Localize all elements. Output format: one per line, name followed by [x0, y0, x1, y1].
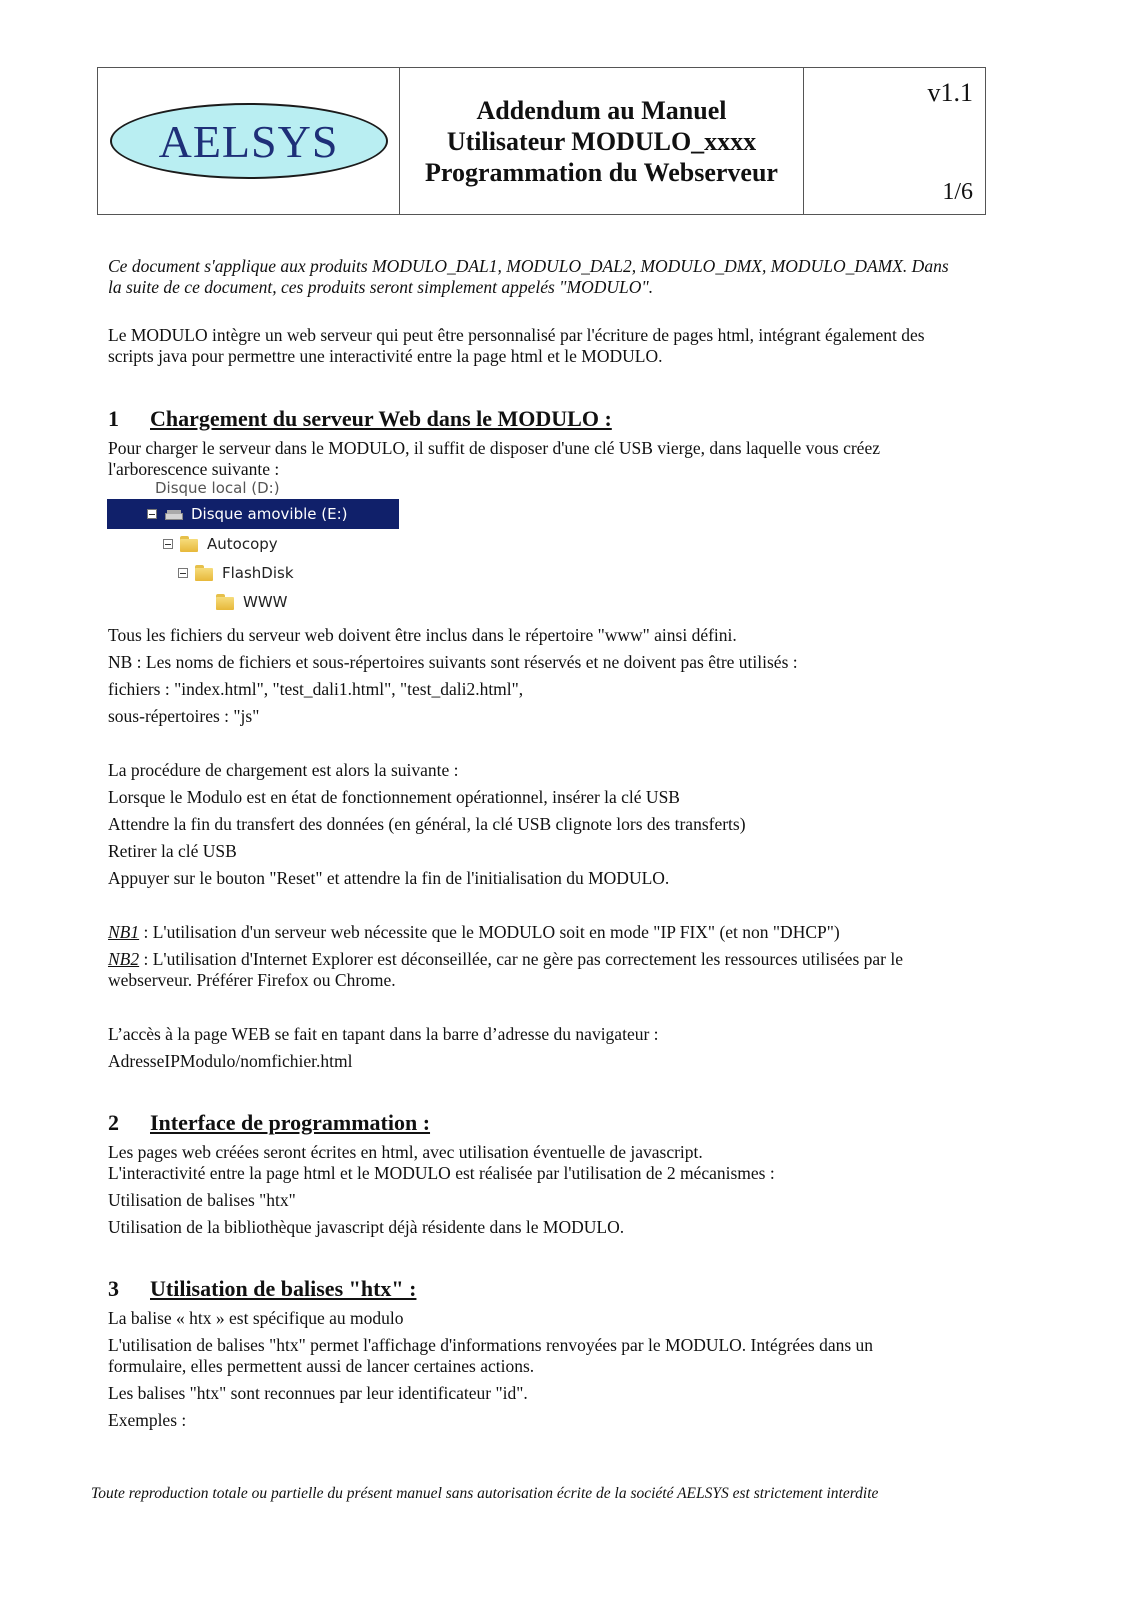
logo-cell: [98, 68, 400, 214]
nb1-label: NB1: [108, 922, 140, 942]
tree-cut-row: [107, 479, 399, 499]
copyright-footer: Toute reproduction totale ou partielle du présent manuel sans autorisation écrite de la société AELSYS est strictement interdite: [91, 1485, 879, 1502]
nb2-label: NB2: [108, 949, 140, 969]
s2-line-3: Utilisation de balises "htx": [108, 1190, 296, 1210]
removable-drive-icon: [163, 507, 185, 521]
section-title: Interface de programmation :: [150, 1110, 431, 1135]
procedure-line-3: Attendre la fin du transfert des données (en général, la clé USB clignote lors des transferts): [108, 814, 746, 834]
s1-line-2: l'arborescence suivante :: [108, 459, 280, 479]
s2-line-4: Utilisation de la bibliothèque javascript déjà résidente dans le MODULO.: [108, 1217, 625, 1237]
s3-line-3: formulaire, elles permettent aussi de lancer certaines actions.: [108, 1356, 535, 1376]
document-header: [97, 67, 986, 215]
title-line-2: Utilisateur MODULO_xxxx: [446, 126, 757, 156]
tree-row-drive: [107, 499, 399, 529]
s3-line-2: L'utilisation de balises "htx" permet l'affichage d'informations renvoyées par le MODULO. Intégrées dans un: [108, 1335, 874, 1355]
page-number: 1/6: [942, 179, 973, 205]
nb1-text: : L'utilisation d'un serveur web nécessite que le MODULO soit en mode "IP FIX" (et non "DHCP"): [139, 922, 840, 942]
procedure-line-4: Retirer la clé USB: [108, 841, 237, 861]
after-tree-line-4: sous-répertoires : "js": [108, 706, 260, 726]
after-tree-line-1: Tous les fichiers du serveur web doivent être inclus dans le répertoire "www" ainsi défini.: [108, 625, 737, 645]
document-title: [425, 95, 778, 188]
drive-label: Disque amovible (E:): [191, 505, 348, 523]
section-3-heading: [108, 1276, 416, 1302]
applies-line-1: Ce document s'applique aux produits MODULO_DAL1, MODULO_DAL2, MODULO_DMX, MODULO_DAMX. Dans: [108, 256, 949, 276]
s3-line-1: La balise « htx » est spécifique au modulo: [108, 1308, 404, 1328]
folder-icon: [194, 564, 214, 582]
after-tree-line-2: NB : Les noms de fichiers et sous-répertoires suivants sont réservés et ne doivent pas être utilisés :: [108, 652, 798, 672]
meta-cell: [804, 68, 985, 214]
section-1-heading: [108, 406, 612, 432]
procedure-line-1: La procédure de chargement est alors la suivante :: [108, 760, 459, 780]
access-line-2: AdresseIPModulo/nomfichier.html: [108, 1051, 353, 1071]
collapse-icon: [163, 539, 173, 549]
intro-line-2: scripts java pour permettre une interactivité entre la page html et le MODULO.: [108, 346, 663, 366]
s3-line-5: Exemples :: [108, 1410, 187, 1430]
folder-icon: [179, 535, 199, 553]
section-number: 2: [108, 1110, 119, 1135]
section-number: 3: [108, 1276, 119, 1301]
folder-label: Autocopy: [207, 535, 278, 553]
nb2-text: : L'utilisation d'Internet Explorer est déconseillée, car ne gère pas correctement les ressources utilisées par le: [139, 949, 903, 969]
section-title: Utilisation de balises "htx" :: [150, 1276, 417, 1301]
procedure-line-5: Appuyer sur le bouton "Reset" et attendre la fin de l'initialisation du MODULO.: [108, 868, 670, 888]
logo-text: AELSYS: [158, 115, 339, 167]
folder-icon: [215, 593, 235, 611]
section-2-heading: [108, 1110, 430, 1136]
nb2-note: [108, 948, 903, 970]
title-cell: [400, 68, 804, 214]
nb2-line-2: webserveur. Préférer Firefox ou Chrome.: [108, 970, 396, 990]
title-line-3: Programmation du Webserveur: [425, 157, 778, 187]
folder-label: FlashDisk: [222, 564, 294, 582]
tree-row-www: [215, 593, 288, 611]
title-line-1: Addendum au Manuel: [476, 95, 727, 125]
s2-line-2: L'interactivité entre la page html et le MODULO est réalisée par l'utilisation de 2 mécanismes :: [108, 1163, 775, 1183]
section-title: Chargement du serveur Web dans le MODULO :: [150, 406, 612, 431]
collapse-icon: [147, 509, 157, 519]
tree-cut-label: Disque local (D:): [155, 479, 280, 497]
procedure-line-2: Lorsque le Modulo est en état de fonctionnement opérationnel, insérer la clé USB: [108, 787, 680, 807]
intro-line-1: Le MODULO intègre un web serveur qui peut être personnalisé par l'écriture de pages html, intégrant également des: [108, 325, 925, 345]
tree-row-flashdisk: [178, 564, 294, 582]
folder-tree-screenshot: [107, 479, 399, 621]
folder-label: WWW: [243, 593, 288, 611]
access-line-1: L’accès à la page WEB se fait en tapant dans la barre d’adresse du navigateur :: [108, 1024, 659, 1044]
s3-line-4: Les balises "htx" sont reconnues par leur identificateur "id".: [108, 1383, 528, 1403]
after-tree-line-3: fichiers : "index.html", "test_dali1.html", "test_dali2.html",: [108, 679, 524, 699]
tree-row-autocopy: [163, 535, 278, 553]
version-label: v1.1: [927, 78, 973, 107]
s1-line-1: Pour charger le serveur dans le MODULO, il suffit de disposer d'une clé USB vierge, dans laquelle vous créez: [108, 438, 880, 458]
collapse-icon: [178, 568, 188, 578]
nb1-note: [108, 921, 840, 943]
section-number: 1: [108, 406, 119, 431]
applies-line-2: la suite de ce document, ces produits seront simplement appelés "MODULO".: [108, 277, 654, 297]
aelsys-logo: [110, 103, 388, 179]
s2-line-1: Les pages web créées seront écrites en html, avec utilisation éventuelle de javascript.: [108, 1142, 703, 1162]
